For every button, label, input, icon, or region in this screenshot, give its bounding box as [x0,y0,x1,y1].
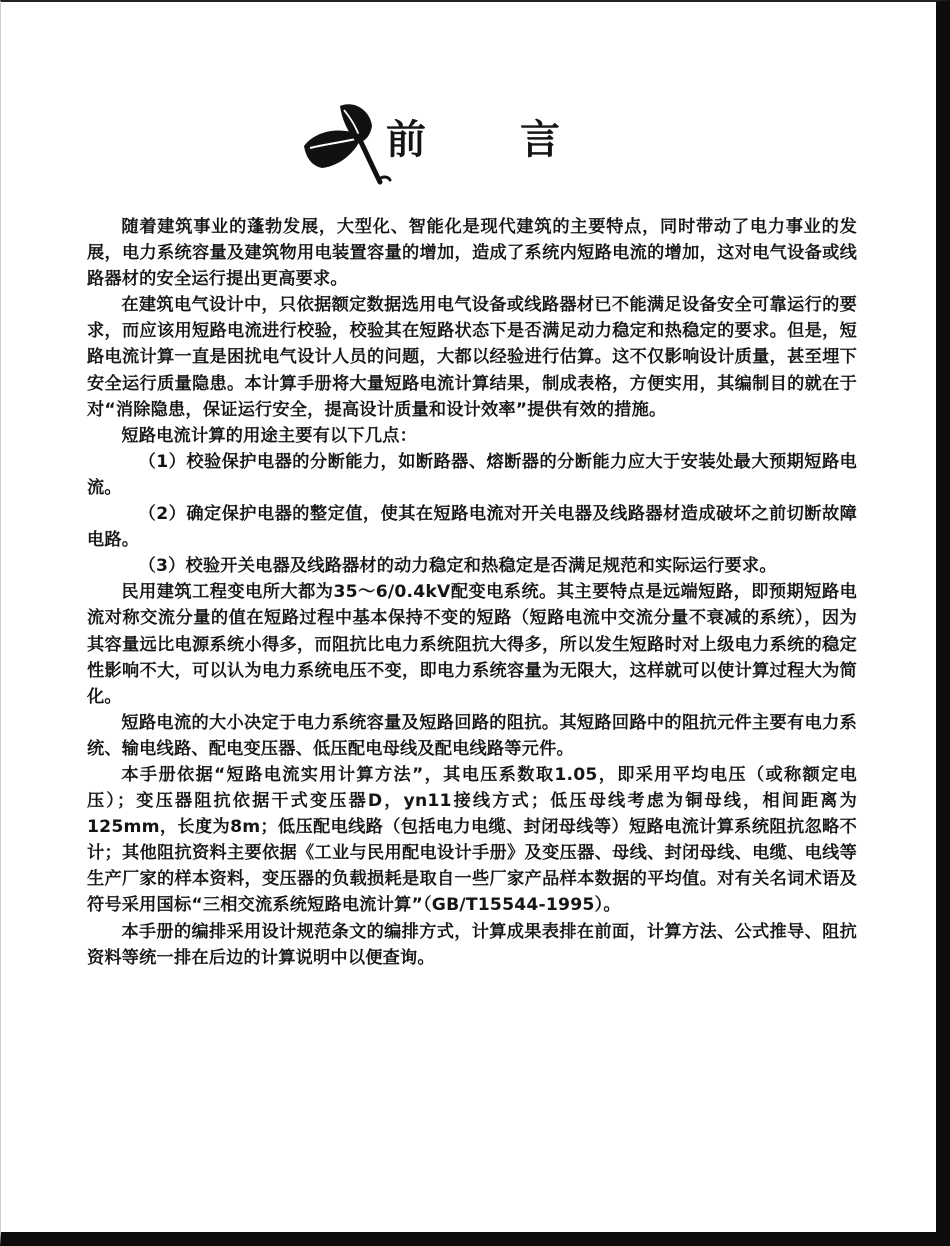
list-item-2: （2）确定保护电器的整定值，使其在短路电流对开关电器及线路器材造成破坏之前切断故障电路。 [87,504,857,551]
list-item-1: （1）校验保护电器的分断能力，如断路器、熔断器的分断能力应大于安装处最大预期短路电流。 [87,451,857,498]
leaf-logo-icon [300,92,392,192]
title-char-2: 言 [520,116,560,163]
title-char-1: 前 [386,116,426,163]
paragraph-6: 本手册依据“短路电流实用计算方法”，其电压系数取1.05，即采用平均电压（或称额定电压）；变压器阻抗依据干式变压器D，yn11接线方式；低压母线考虑为铜母线，相间距离为125mm，长度为8m；低压配电线路（包括电力电缆、封闭母线等）短路电流计算系统阻抗忽略不计；其他阻抗资料主要依据《工业与民用配电设计手册》及变压器、母线、封闭母线、电缆、电线等生产厂家的样本资料，变压器的负载损耗是取自一些厂家产品样本数据的平均值。对有关名词术语及符号采用国标“三相交流系统短路电流计算”（GB/T15544-1995）。 [87,764,857,916]
title-block [300,92,660,192]
paragraph-5: 短路电流的大小决定于电力系统容量及短路回路的阻抗。其短路回路中的阻抗元件主要有电力系统、输电线路、配电变压器、低压配电母线及配电线路等元件。 [87,712,857,759]
paragraph-2: 在建筑电气设计中，只依据额定数据选用电气设备或线路器材已不能满足设备安全可靠运行的要求，而应该用短路电流进行校验，校验其在短路状态下是否满足动力稳定和热稳定的要求。但是，短路电流计算一直是困扰电气设计人员的问题，大都以经验进行估算。这不仅影响设计质量，甚至埋下安全运行质量隐患。本计算手册将大量短路电流计算结果，制成表格，方便实用，其编制目的就在于对“消除隐患，保证运行安全，提高设计质量和设计效率”提供有效的措施。 [87,295,857,420]
paragraph-4: 民用建筑工程变电所大都为35～6/0.4kV配变电系统。其主要特点是远端短路，即预期短路电流对称交流分量的值在短路过程中基本保持不变的短路（短路电流中交流分量不衰减的系统），因为其容量远比电源系统小得多，而阻抗比电力系统阻抗大得多，所以发生短路时对上级电力系统的稳定性影响不大，可以认为电力系统电压不变，即电力系统容量为无限大，这样就可以使计算过程大为简化。 [87,582,857,707]
preface-body [87,214,857,971]
paragraph-1: 随着建筑事业的蓬勃发展，大型化、智能化是现代建筑的主要特点，同时带动了电力事业的发展，电力系统容量及建筑物用电装置容量的增加，造成了系统内短路电流的增加，这对电气设备或线路器材的安全运行提出更高要求。 [87,217,857,290]
paragraph-7: 本手册的编排采用设计规范条文的编排方式，计算成果表排在前面，计算方法、公式推导、阻抗资料等统一排在后边的计算说明中以便查询。 [87,921,857,968]
list-item-3: （3）校验开关电器及线路器材的动力稳定和热稳定是否满足规范和实际运行要求。 [138,556,777,577]
paragraph-3: 短路电流计算的用途主要有以下几点： [121,425,417,446]
